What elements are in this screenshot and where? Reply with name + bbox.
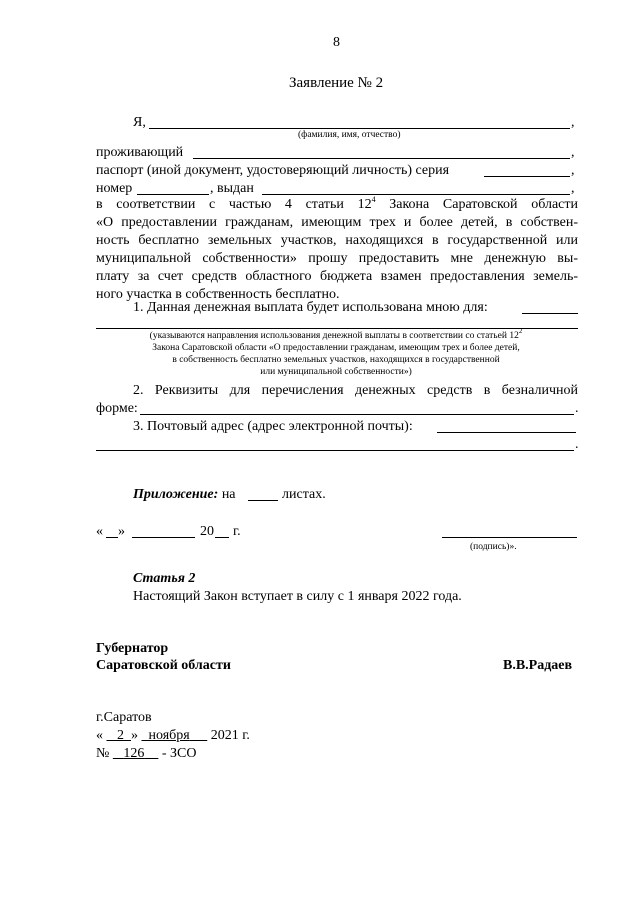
signatory-title-line2: Саратовской области <box>96 658 231 673</box>
residing-label: проживающий <box>96 145 184 160</box>
article-heading: Статья 2 <box>133 571 196 586</box>
paragraph-line: ность бесплатно земельных участков, находящихся в государственной или <box>96 233 578 248</box>
passport-label: паспорт (иной документ, удостоверяющий личность) серия <box>96 163 450 178</box>
date-month-field[interactable] <box>132 537 195 538</box>
issued-by-line[interactable] <box>262 194 570 195</box>
item3-field-line-2[interactable] <box>96 450 574 451</box>
item1-field-line-2[interactable] <box>96 328 578 329</box>
item1-hint: (указываются направления использования денежной выплаты в соответствии со статьей $12^2$ <box>149 327 523 341</box>
item1-hint: или муниципальной собственности») <box>260 367 412 377</box>
paragraph-line: плату за счет средств областного бюджета взамен предоставления земель- <box>96 269 578 284</box>
signatory-title-line1: Губернатор <box>96 641 169 656</box>
number-label: номер <box>96 181 133 196</box>
item1-field-line[interactable] <box>522 313 578 314</box>
footer-number: № 126 - ЗСО <box>96 746 197 761</box>
paragraph-line: муниципальной собственности» прошу предоставить мне денежную вы- <box>96 251 578 266</box>
issued-label: , выдан <box>210 181 254 196</box>
date-g: г. <box>233 524 241 539</box>
item2-text: 2. Реквизиты для перечисления денежных средств в безналичной <box>133 383 578 398</box>
period: . <box>575 437 579 452</box>
date-year-field[interactable] <box>215 537 229 538</box>
item2-form-label: форме: <box>96 401 138 416</box>
appendix-sheets-label: листах. <box>282 487 326 502</box>
paragraph-line: ного участка в собственность бесплатно. <box>96 287 340 302</box>
address-field-line[interactable] <box>193 158 570 159</box>
passport-number-line[interactable] <box>137 194 209 195</box>
signature-hint: (подпись)». <box>470 542 517 552</box>
i-label: Я, <box>133 115 146 130</box>
item3-text: 3. Почтовый адрес (адрес электронной почты): <box>133 419 413 434</box>
item1-hint: Закона Саратовской области «О предоставлении гражданам, имеющим трех и более детей, <box>152 343 520 353</box>
page-number: 8 <box>333 35 340 50</box>
comma: , <box>571 181 575 196</box>
date-quote-open: « <box>96 524 103 539</box>
article-text: Настоящий Закон вступает в силу с 1 января 2022 года. <box>133 589 462 604</box>
signature-field-line[interactable] <box>442 537 577 538</box>
item1-hint: в собственность бесплатно земельных участков, находящихся в государственной <box>172 355 500 365</box>
date-quote-close: » <box>118 524 125 539</box>
passport-series-line[interactable] <box>484 176 570 177</box>
date-year: 20 <box>200 524 214 539</box>
paragraph-line: в соответствии с частью 4 статьи $12^4$ Закона Саратовской области <box>96 195 578 212</box>
date-day-field[interactable] <box>106 537 118 538</box>
item3-field-line[interactable] <box>437 432 576 433</box>
appendix-line: Приложение: на <box>133 487 236 502</box>
period: . <box>575 401 579 416</box>
signatory-name: В.В.Радаев <box>503 658 573 673</box>
item1-text: 1. Данная денежная выплата будет использована мною для: <box>133 300 488 315</box>
fio-hint: (фамилия, имя, отчество) <box>298 130 401 140</box>
comma: , <box>571 115 575 130</box>
appendix-sheets-field[interactable] <box>248 500 278 501</box>
paragraph-line: «О предоставлении гражданам, имеющим трех и более детей, в собствен- <box>96 215 578 230</box>
item2-field-line[interactable] <box>140 414 574 415</box>
comma: , <box>571 163 575 178</box>
footer-date: « 2 » ноября 2021 г. <box>96 728 250 743</box>
comma: , <box>571 145 575 160</box>
document-title: Заявление № 2 <box>289 75 384 91</box>
footer-city: г.Саратов <box>96 710 152 725</box>
